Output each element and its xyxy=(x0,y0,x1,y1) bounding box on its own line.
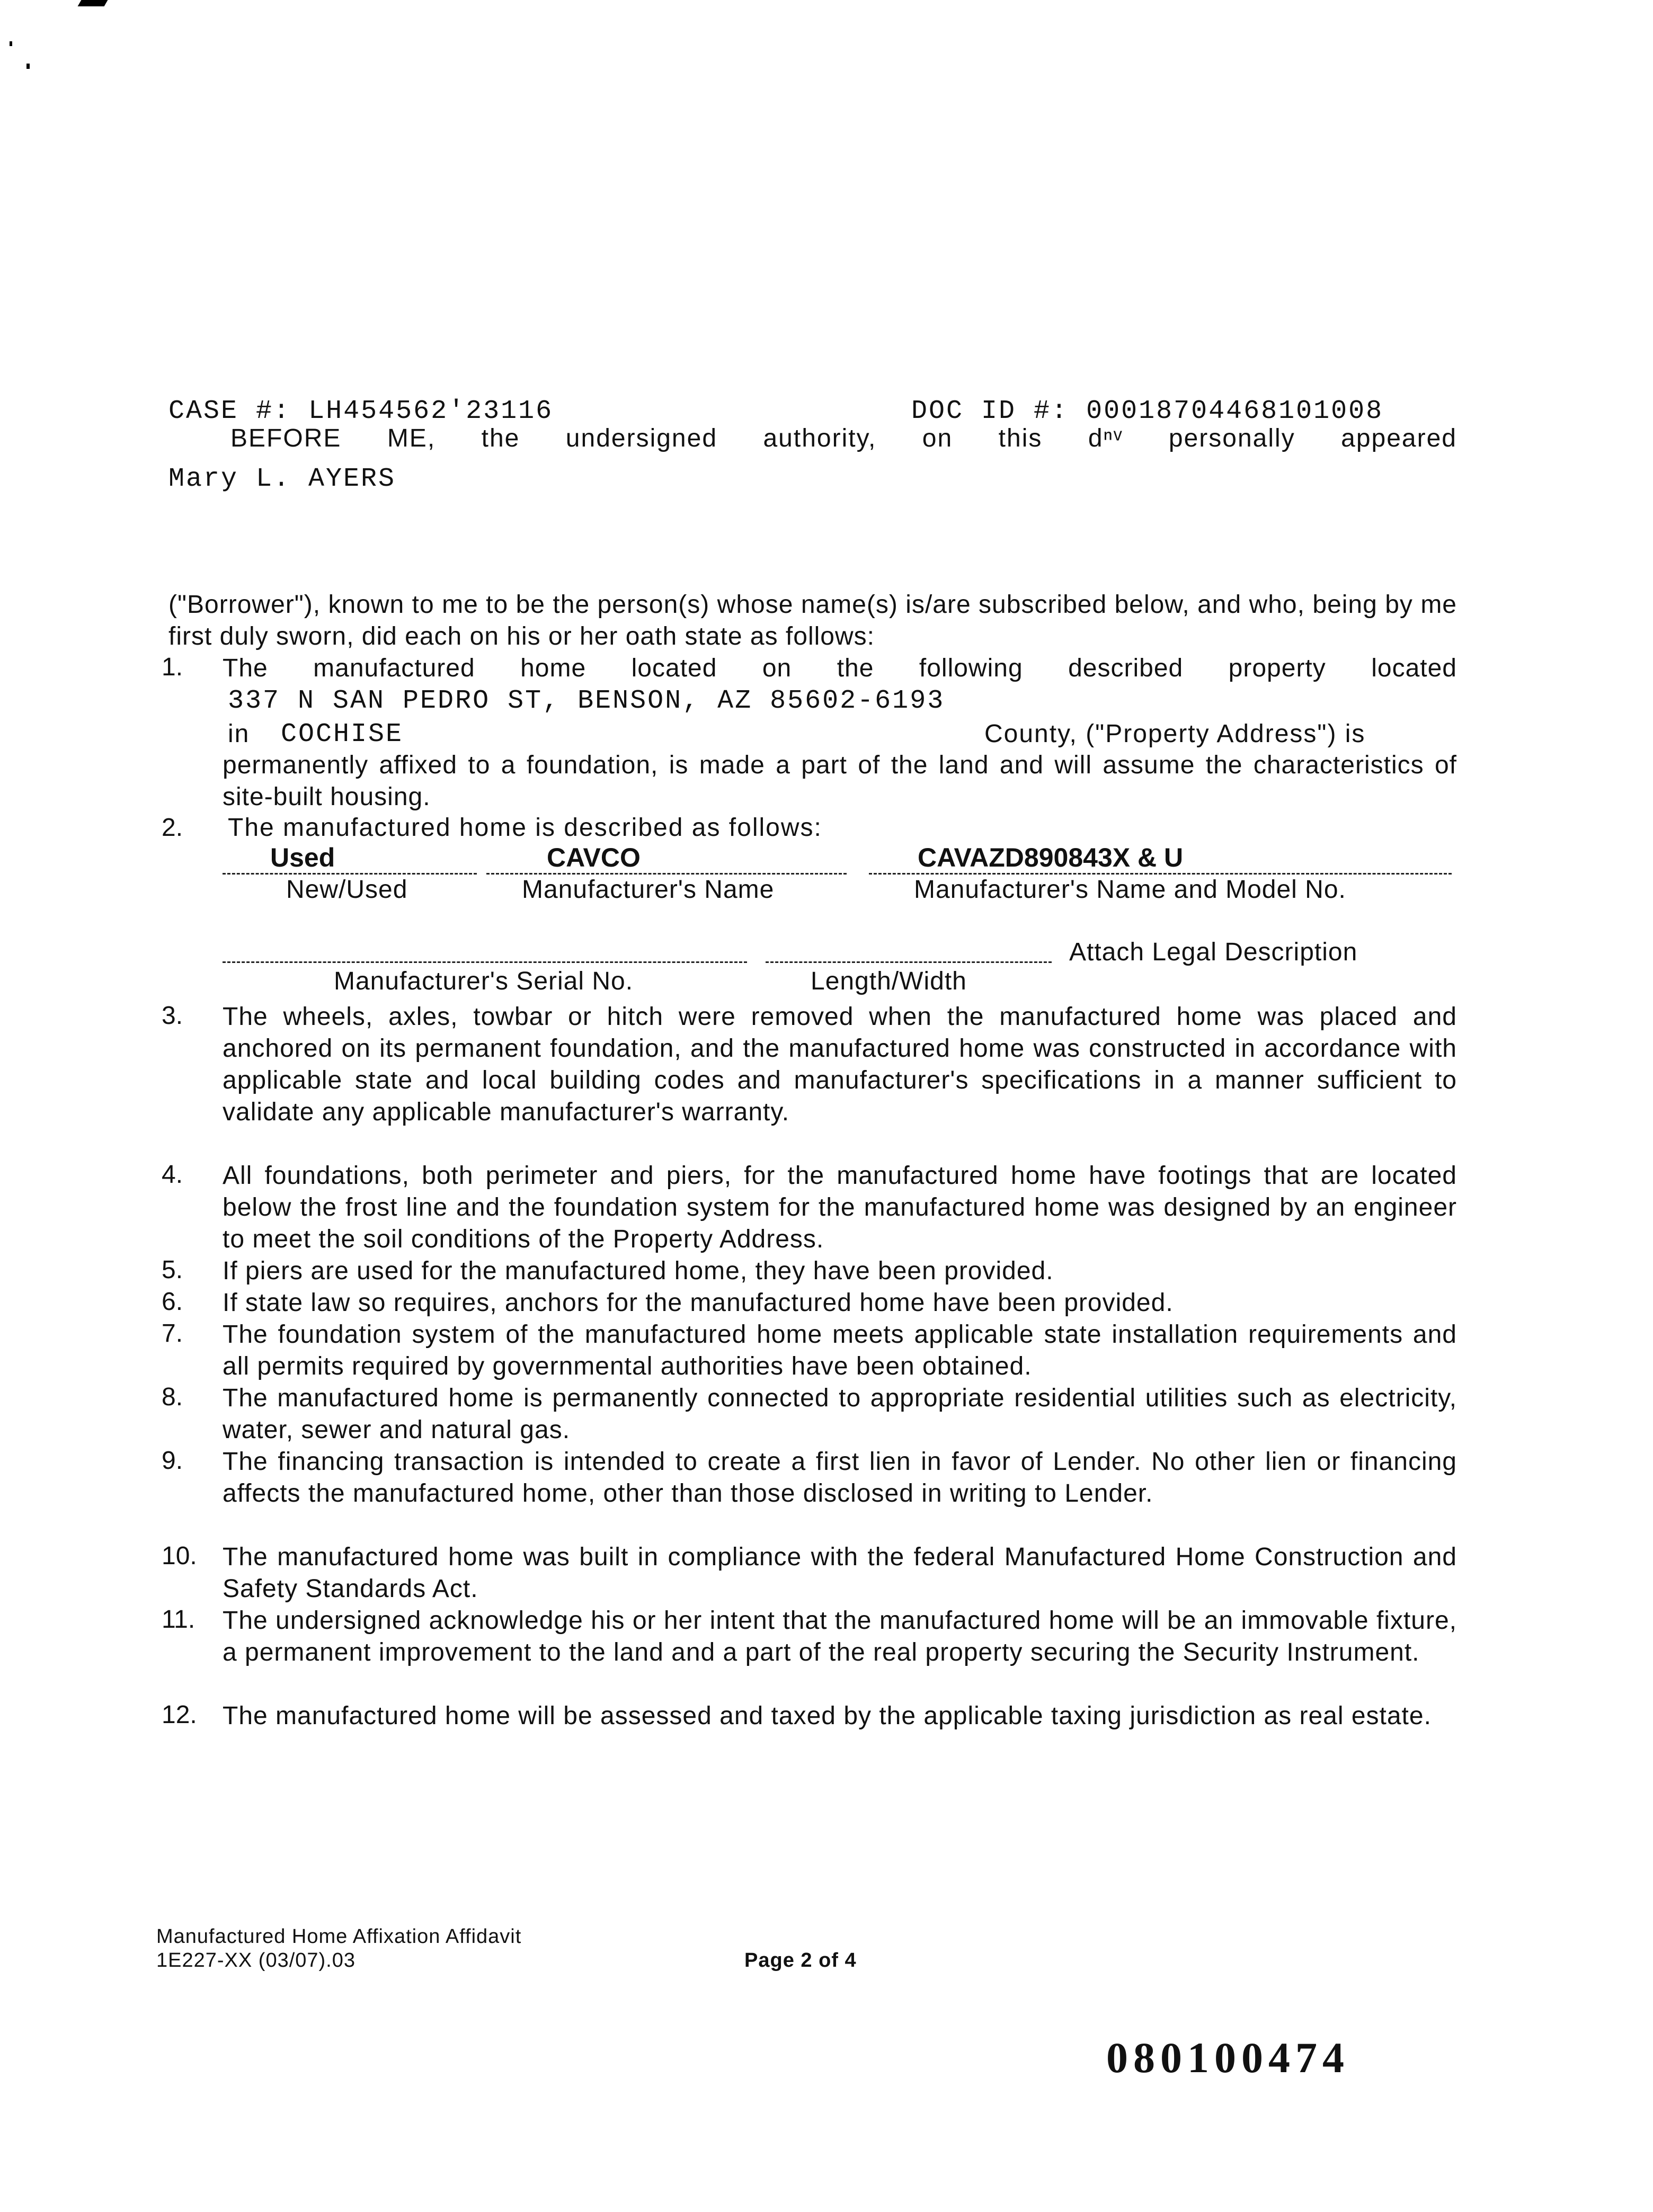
item-1-text-cont: permanently affixed to a foundation, is made a part of the land and will assume the characteristics of site-built housing. xyxy=(223,751,1457,811)
scan-speck xyxy=(10,41,12,46)
length-line xyxy=(766,961,1052,963)
item-number: 8. xyxy=(162,1383,183,1411)
item-10-text: The manufactured home was built in compliance with the federal Manufactured Home Construction and Safety Standards Act. xyxy=(223,1543,1457,1603)
item-number: 6. xyxy=(162,1288,183,1316)
item-1-text: The manufactured home located on the following described property located xyxy=(223,654,1457,682)
item-number: 11. xyxy=(162,1606,195,1634)
item-4-text: All foundations, both perimeter and piers, for the manufactured home have footings that are located below the frost line and the foundation system for the manufactured home was designed by an engineer to meet the soil conditions of the Property Address. xyxy=(223,1162,1457,1253)
manufacturer-line xyxy=(486,873,847,875)
case-label: CASE #: xyxy=(168,396,291,426)
before-me-line: BEFORE ME, the undersigned authority, on this dⁿᵛ personally appeared xyxy=(230,424,1457,452)
item-5-text: If piers are used for the manufactured home, they have been provided. xyxy=(223,1257,1054,1285)
form-code: 1E227-XX (03/07).03 xyxy=(156,1949,356,1972)
item-2-text: The manufactured home is described as follows: xyxy=(228,814,822,842)
item-3-text: The wheels, axles, towbar or hitch were removed when the manufactured home was placed and anchored on its permanent foundation, and the manufactured home was constructed in accordance with applicable state and local building codes and manufacturer's specifications in a manner sufficient to validate any applicable manufacturer's warranty. xyxy=(223,1003,1457,1126)
scan-speck xyxy=(26,64,30,69)
serial-caption: Manufacturer's Serial No. xyxy=(334,967,634,995)
form-title: Manufactured Home Affixation Affidavit xyxy=(156,1925,522,1948)
item-number: 10. xyxy=(162,1542,197,1570)
manufacturer-value: CAVCO xyxy=(547,843,641,872)
item-number: 5. xyxy=(162,1256,183,1284)
item-number: 12. xyxy=(162,1701,197,1729)
county-text: County, ("Property Address") is xyxy=(984,720,1366,748)
item-12-text: The manufactured home will be assessed and taxed by the applicable taxing jurisdiction as real estate. xyxy=(223,1702,1432,1730)
doc-id-value: 00018704468101008 xyxy=(1086,396,1384,426)
model-caption: Manufacturer's Name and Model No. xyxy=(914,876,1346,904)
item-number: 9. xyxy=(162,1447,183,1475)
doc-id-label: DOC ID #: xyxy=(911,396,1069,426)
scan-speck xyxy=(78,0,108,6)
property-address: 337 N SAN PEDRO ST, BENSON, AZ 85602-6193 xyxy=(228,686,945,716)
serial-line xyxy=(223,961,747,963)
item-number: 3. xyxy=(162,1002,183,1030)
county-value: COCHISE xyxy=(281,719,404,750)
stamp-number: 080100474 xyxy=(1106,2033,1349,2082)
manufacturer-caption: Manufacturer's Name xyxy=(522,876,775,904)
item-9-text: The financing transaction is intended to create a first lien in favor of Lender. No other lien or financing affects the manufactured home, other than those disclosed in writing to Lender. xyxy=(223,1448,1457,1508)
attach-legal-description: Attach Legal Description xyxy=(1069,938,1358,966)
new-used-line xyxy=(223,873,477,875)
new-used-caption: New/Used xyxy=(286,876,408,904)
item-11-text: The undersigned acknowledge his or her intent that the manufactured home will be an immovable fixture, a permanent improvement to the land and a part of the real property securing the Security Instrument. xyxy=(223,1607,1457,1666)
case-value: LH454562'23116 xyxy=(308,396,554,426)
item-number: 4. xyxy=(162,1161,183,1189)
case-number xyxy=(168,396,553,426)
page-number: Page 2 of 4 xyxy=(744,1949,857,1972)
item-7-text: The foundation system of the manufactured home meets applicable state installation requirements and all permits required by governmental authorities have been obtained. xyxy=(223,1321,1457,1380)
model-line xyxy=(869,873,1452,875)
item-number: 2. xyxy=(162,814,183,842)
new-used-value: Used xyxy=(270,843,335,872)
item-number: 7. xyxy=(162,1319,183,1348)
doc-id xyxy=(911,396,1383,426)
borrower-name: Mary L. AYERS xyxy=(168,464,396,494)
model-value: CAVAZD890843X & U xyxy=(918,843,1184,872)
item-number: 1. xyxy=(162,653,183,681)
item-6-text: If state law so requires, anchors for the manufactured home have been provided. xyxy=(223,1289,1174,1317)
item-8-text: The manufactured home is permanently connected to appropriate residential utilities such as electricity, water, sewer and natural gas. xyxy=(223,1384,1457,1444)
in-label: in xyxy=(228,720,250,748)
borrower-clause: ("Borrower"), known to me to be the person(s) whose name(s) is/are subscribed below, and who, being by me first duly sworn, did each on his or her oath state as follows: xyxy=(168,591,1457,650)
length-width-caption: Length/Width xyxy=(811,967,967,995)
